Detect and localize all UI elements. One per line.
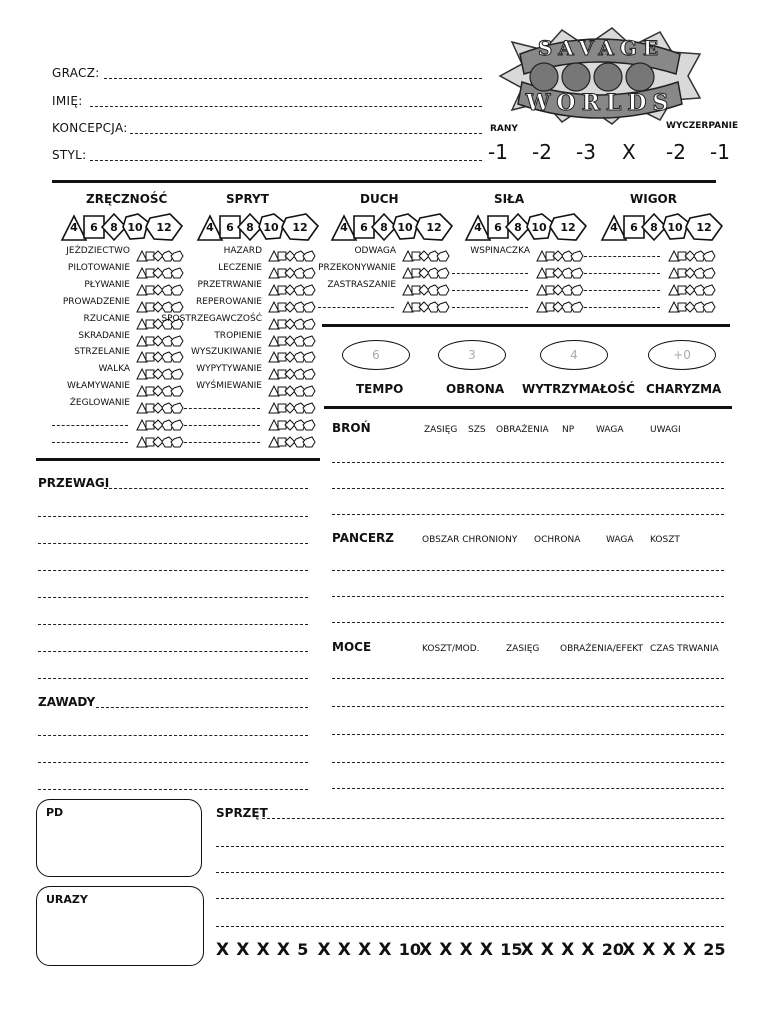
skill-label: JEŹDZIECTWO	[66, 246, 130, 256]
custom-skill-field[interactable]	[184, 442, 260, 443]
derived-value-2[interactable]: 3	[438, 340, 506, 370]
advance-mark[interactable]: X	[642, 940, 656, 960]
skill-label: TROPIENIE	[214, 330, 262, 341]
advance-mark[interactable]: X	[581, 940, 595, 960]
weapon-line[interactable]	[332, 488, 724, 489]
die-label: 4	[206, 221, 214, 234]
die-label: 12	[156, 221, 172, 234]
die-label: 6	[630, 221, 638, 234]
advance-mark[interactable]: X	[378, 940, 392, 960]
edge-line[interactable]	[38, 516, 308, 517]
advance-mark[interactable]: X	[520, 940, 534, 960]
die-label: 12	[292, 221, 308, 234]
attribute-4-dice[interactable]	[464, 212, 590, 246]
custom-skill-field[interactable]	[584, 307, 660, 308]
weapon-line[interactable]	[332, 462, 724, 463]
skill-dice[interactable]	[402, 298, 450, 317]
powers-col: OBRAŻENIA/EFEKT	[560, 644, 643, 654]
skill-label: WALKA	[98, 364, 130, 375]
hindrance-line[interactable]	[38, 735, 308, 736]
skill-label: PRZETRWANIE	[197, 279, 262, 290]
weapons-col: WAGA	[596, 425, 624, 435]
advance-mark[interactable]: X	[216, 940, 230, 960]
die-label: 8	[110, 221, 118, 234]
attribute-1-label: ZRĘCZNOŚĆ	[86, 192, 168, 206]
die-label: 6	[360, 221, 368, 234]
powers-title: MOCE	[332, 640, 372, 654]
edge-line[interactable]	[38, 570, 308, 571]
derived-label-3: WYTRZYMAŁOŚĆ	[522, 382, 635, 396]
gear-line[interactable]	[216, 926, 724, 927]
gear-line[interactable]	[216, 898, 724, 899]
advance-mark[interactable]: X	[479, 940, 493, 960]
wound-3[interactable]: -3	[576, 140, 596, 164]
die-label: 10	[397, 221, 413, 234]
die-label: 8	[380, 221, 388, 234]
name-field[interactable]	[90, 106, 482, 107]
fatigue-1[interactable]: -1	[710, 140, 730, 164]
armor-col: OBSZAR CHRONIONY	[422, 535, 518, 545]
die-label: 10	[263, 221, 279, 234]
power-line[interactable]	[332, 678, 724, 679]
die-label: 12	[426, 221, 442, 234]
power-line[interactable]	[332, 734, 724, 735]
hindrances-title: ZAWADY	[38, 695, 96, 709]
custom-skill-field[interactable]	[184, 408, 260, 409]
custom-skill-field[interactable]	[52, 425, 128, 426]
gear-line[interactable]	[216, 872, 724, 873]
die-label: 4	[70, 221, 78, 234]
advance-milestone: 15	[500, 940, 523, 959]
skill-label: SPOSTRZEGAWCZOŚĆ	[161, 313, 262, 324]
skill-label: PŁYWANIE	[84, 279, 130, 290]
advance-mark[interactable]: X	[317, 940, 331, 960]
weapons-col: ZASIĘG	[424, 425, 458, 435]
advance-mark[interactable]: X	[439, 940, 453, 960]
edge-line[interactable]	[104, 488, 308, 489]
weapon-line[interactable]	[332, 514, 724, 515]
power-line[interactable]	[332, 788, 724, 789]
divider-derived-top	[322, 324, 730, 327]
advance-milestone: 20	[601, 940, 624, 959]
advance-mark[interactable]: X	[561, 940, 575, 960]
die-label: 10	[667, 221, 683, 234]
skill-label: ŻEGLOWANIE	[69, 398, 130, 409]
player-field[interactable]	[104, 78, 482, 79]
die-label: 8	[514, 221, 522, 234]
skill-label: ODWAGA	[354, 246, 396, 256]
injuries-title: URAZY	[46, 893, 88, 906]
skill-label: REPEROWANIE	[195, 296, 262, 307]
custom-skill-field[interactable]	[452, 307, 528, 308]
armor-line[interactable]	[332, 596, 724, 597]
die-label: 8	[650, 221, 658, 234]
die-label: 4	[610, 221, 618, 234]
skill-label: STRZELANIE	[74, 347, 130, 358]
incapacitated[interactable]: X	[622, 140, 636, 164]
custom-skill-field[interactable]	[52, 442, 128, 443]
skill-label: WYPYTYWANIE	[196, 364, 262, 375]
weapons-col: NP	[562, 425, 575, 435]
attribute-5-dice[interactable]	[600, 212, 726, 246]
advance-mark[interactable]: X	[358, 940, 372, 960]
custom-skill-field[interactable]	[452, 273, 528, 274]
armor-line[interactable]	[332, 622, 724, 623]
die-label: 8	[246, 221, 254, 234]
skill-dice[interactable]	[668, 298, 716, 317]
weapons-col: UWAGI	[650, 425, 681, 435]
die-label: 10	[531, 221, 547, 234]
skill-dice[interactable]	[136, 433, 184, 452]
armor-col: WAGA	[606, 535, 634, 545]
skill-label: RZUCANIE	[83, 313, 130, 324]
die-label: 4	[474, 221, 482, 234]
edge-line[interactable]	[38, 651, 308, 652]
derived-value-4[interactable]: +0	[648, 340, 716, 370]
savage-worlds-logo	[492, 24, 706, 128]
weapons-col: SZS	[468, 425, 486, 435]
skill-label: PRZEKONYWANIE	[318, 262, 396, 273]
skill-label: LECZENIE	[218, 262, 262, 273]
advance-milestone: 5	[297, 940, 309, 959]
skill-dice[interactable]	[268, 433, 316, 452]
divider-derived-bottom	[324, 406, 732, 409]
logo-line-2: WORLDS	[525, 90, 675, 116]
fatigue-label: WYCZERPANIE	[666, 121, 739, 131]
custom-skill-field[interactable]	[452, 290, 528, 291]
edge-line[interactable]	[38, 597, 308, 598]
custom-skill-field[interactable]	[184, 425, 260, 426]
attribute-2-dice[interactable]	[196, 212, 322, 246]
die-label: 4	[340, 221, 348, 234]
powers-col: KOSZT/MOD.	[422, 644, 480, 654]
skill-label: WŁAMYWANIE	[66, 381, 130, 392]
powers-col: ZASIĘG	[506, 644, 540, 654]
attribute-3-label: DUCH	[360, 192, 399, 206]
style-field[interactable]	[90, 160, 482, 161]
name-label: IMIĘ:	[52, 94, 83, 108]
gear-line[interactable]	[216, 846, 724, 847]
custom-skill-field[interactable]	[318, 307, 394, 308]
skill-label: PROWADZENIE	[62, 296, 130, 307]
player-label: GRACZ:	[52, 66, 100, 80]
xp-title: PD	[46, 806, 64, 819]
armor-line[interactable]	[332, 570, 724, 571]
skill-dice[interactable]	[536, 298, 584, 317]
advance-mark[interactable]: X	[419, 940, 433, 960]
edge-line[interactable]	[38, 543, 308, 544]
derived-value-3[interactable]: 4	[540, 340, 608, 370]
derived-label-1: TEMPO	[356, 382, 404, 396]
advance-milestone: 10	[398, 940, 421, 959]
advance-mark[interactable]: X	[622, 940, 636, 960]
die-label: 6	[90, 221, 98, 234]
derived-value-1[interactable]: 6	[342, 340, 410, 370]
derived-label-4: CHARYZMA	[646, 382, 722, 396]
attribute-5-label: WIGOR	[630, 192, 677, 206]
advance-mark[interactable]: X	[682, 940, 696, 960]
gear-title: SPRZĘT	[216, 806, 268, 820]
hindrance-line[interactable]	[96, 707, 308, 708]
wound-1[interactable]: -1	[488, 140, 508, 164]
wounds-label: RANY	[490, 124, 518, 134]
concept-label: KONCEPCJA:	[52, 121, 128, 135]
powers-col: CZAS TRWANIA	[650, 644, 719, 654]
derived-label-2: OBRONA	[446, 382, 505, 396]
logo-line-1: SAVAGE	[537, 36, 665, 60]
hindrance-line[interactable]	[38, 762, 308, 763]
die-label: 12	[696, 221, 712, 234]
skill-label: ZASTRASZANIE	[327, 279, 396, 290]
gear-line[interactable]	[262, 818, 724, 819]
wound-2[interactable]: -2	[532, 140, 552, 164]
concept-field[interactable]	[130, 133, 482, 134]
edge-line[interactable]	[38, 624, 308, 625]
skill-label: PILOTOWANIE	[67, 262, 130, 273]
advance-mark[interactable]: X	[540, 940, 554, 960]
attribute-2-label: SPRYT	[226, 192, 269, 206]
die-label: 12	[560, 221, 576, 234]
advance-milestone: 25	[703, 940, 726, 959]
skill-label: WYŚMIEWANIE	[196, 381, 262, 392]
weapons-title: BROŃ	[332, 421, 371, 435]
edges-title: PRZEWAGI	[38, 476, 110, 490]
skill-label: HAZARD	[223, 246, 262, 256]
edge-line[interactable]	[38, 678, 308, 679]
advance-mark[interactable]: X	[337, 940, 351, 960]
custom-skill-field[interactable]	[584, 290, 660, 291]
die-label: 10	[127, 221, 143, 234]
divider-top	[52, 180, 716, 183]
hindrance-line[interactable]	[38, 789, 308, 790]
attribute-1-dice[interactable]	[60, 212, 186, 246]
die-label: 6	[494, 221, 502, 234]
power-line[interactable]	[332, 706, 724, 707]
custom-skill-field[interactable]	[584, 256, 660, 257]
advance-mark[interactable]: X	[662, 940, 676, 960]
armor-col: OCHRONA	[534, 535, 581, 545]
advance-mark[interactable]: X	[459, 940, 473, 960]
advance-mark[interactable]: X	[256, 940, 270, 960]
attribute-3-dice[interactable]	[330, 212, 456, 246]
custom-skill-field[interactable]	[584, 273, 660, 274]
weapons-col: OBRAŻENIA	[496, 425, 549, 435]
armor-col: KOSZT	[650, 535, 680, 545]
skill-label: SKRADANIE	[78, 330, 130, 341]
die-label: 6	[226, 221, 234, 234]
divider-left	[36, 458, 320, 461]
fatigue-2[interactable]: -2	[666, 140, 686, 164]
power-line[interactable]	[332, 762, 724, 763]
style-label: STYL:	[52, 148, 87, 162]
advance-mark[interactable]: X	[276, 940, 290, 960]
skill-label: WSPINACZKA	[470, 246, 530, 256]
armor-title: PANCERZ	[332, 531, 394, 545]
advance-mark[interactable]: X	[236, 940, 250, 960]
attribute-4-label: SIŁA	[494, 192, 525, 206]
skill-label: WYSZUKIWANIE	[190, 347, 262, 358]
